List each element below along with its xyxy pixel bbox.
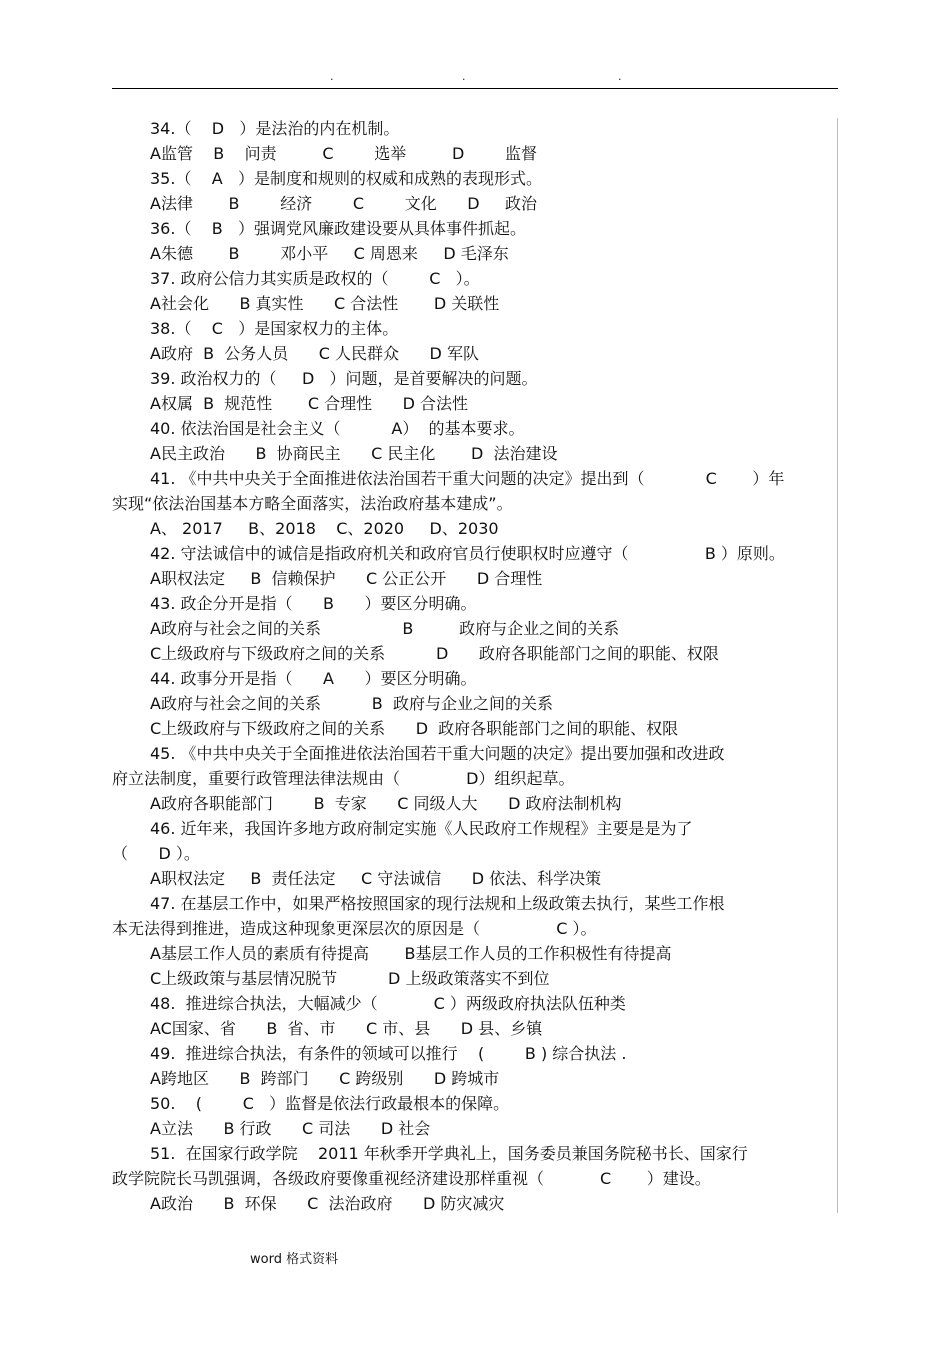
header-dot: .: [618, 70, 622, 83]
text-line: 46. 近年来，我国许多地方政府制定实施《人民政府工作规程》主要是是为了: [150, 819, 693, 838]
text-line: （ D ）。: [112, 844, 200, 863]
text-line: A法律 B 经济 C 文化 D 政治: [150, 194, 538, 213]
text-line: 36.（ B ）强调党风廉政建设要从具体事件抓起。: [150, 219, 527, 238]
text-line: A跨地区 B 跨部门 C 跨级别 D 跨城市: [150, 1069, 500, 1088]
text-line: 实现“依法治国基本方略全面落实，法治政府基本建成”。: [112, 494, 513, 513]
header-dot: .: [462, 70, 466, 83]
text-line: 44. 政事分开是指（ A ）要区分明确。: [150, 669, 477, 688]
text-line: A基层工作人员的素质有待提高 B基层工作人员的工作积极性有待提高: [150, 944, 672, 963]
text-line: 45. 《中共中央关于全面推进依法治国若干重大问题的决定》提出要加强和改进政: [150, 744, 725, 763]
text-line: 42. 守法诚信中的诚信是指政府机关和政府官员行使职权时应遵守（ B ）原则。: [150, 544, 785, 563]
text-line: A民主政治 B 协商民主 C 民主化 D 法治建设: [150, 444, 558, 463]
text-line: 48. 推进综合执法，大幅减少（ C ）两级政府执法队伍种类: [150, 994, 626, 1013]
header-rule: [112, 88, 838, 89]
text-line: 51. 在国家行政学院 2011 年秋季开学典礼上，国务委员兼国务院秘书长、国家行: [150, 1144, 748, 1163]
text-line: C上级政策与基层情况脱节 D 上级政策落实不到位: [150, 969, 550, 988]
text-line: 40. 依法治国是社会主义（ A） 的基本要求。: [150, 419, 525, 438]
text-line: 37. 政府公信力其实质是政权的（ C ）。: [150, 269, 480, 288]
text-line: 政学院院长马凯强调，各级政府要像重视经济建设那样重视（ C ）建设。: [112, 1169, 711, 1188]
text-line: 府立法制度，重要行政管理法律法规由（ D）组织起草。: [112, 769, 575, 788]
text-line: A权属 B 规范性 C 合理性 D 合法性: [150, 394, 469, 413]
header-dots: [0, 70, 950, 84]
document-body: [112, 116, 840, 1216]
text-line: A朱德 B 邓小平 C 周恩来 D 毛泽东: [150, 244, 509, 263]
text-line: 43. 政企分开是指（ B ）要区分明确。: [150, 594, 477, 613]
text-line: 38.（ C ）是国家权力的主体。: [150, 319, 399, 338]
header-dot: .: [330, 70, 334, 83]
text-line: C上级政府与下级政府之间的关系 D 政府各职能部门之间的职能、权限: [150, 719, 679, 738]
text-line: 41. 《中共中央关于全面推进依法治国若干重大问题的决定》提出到（ C ）年: [150, 469, 785, 488]
text-line: 35.（ A ）是制度和规则的权威和成熟的表现形式。: [150, 169, 542, 188]
text-line: A政府与社会之间的关系 B 政府与企业之间的关系: [150, 694, 553, 713]
text-line: A社会化 B 真实性 C 合法性 D 关联性: [150, 294, 500, 313]
text-line: A职权法定 B 责任法定 C 守法诚信 D 依法、科学决策: [150, 869, 602, 888]
text-line: A职权法定 B 信赖保护 C 公正公开 D 合理性: [150, 569, 543, 588]
text-line: A立法 B 行政 C 司法 D 社会: [150, 1119, 431, 1138]
text-line: A、 2017 B、2018 C、2020 D、2030: [150, 519, 499, 538]
page-footer: word 格式资料: [250, 1252, 339, 1267]
text-line: 50. ( C ）监督是依法行政最根本的保障。: [150, 1094, 510, 1113]
text-line: A政府 B 公务人员 C 人民群众 D 军队: [150, 344, 479, 363]
text-line: 49. 推进综合执法，有条件的领域可以推行 ( B ) 综合执法 .: [150, 1044, 627, 1063]
text-line: C上级政府与下级政府之间的关系 D 政府各职能部门之间的职能、权限: [150, 644, 719, 663]
text-line: 34.（ D ）是法治的内在机制。: [150, 119, 400, 138]
text-line: A监管 B 问责 C 选举 D 监督: [150, 144, 538, 163]
text-line: 47. 在基层工作中，如果严格按照国家的现行法规和上级政策去执行，某些工作根: [150, 894, 725, 913]
text-line: AC国家、省 B 省、市 C 市、县 D 县、乡镇: [150, 1019, 543, 1038]
text-line: A政治 B 环保 C 法治政府 D 防灾减灾: [150, 1194, 505, 1213]
text-line: A政府与社会之间的关系 B 政府与企业之间的关系: [150, 619, 620, 638]
text-line: A政府各职能部门 B 专家 C 同级人大 D 政府法制机构: [150, 794, 622, 813]
text-line: 39. 政治权力的（ D ）问题，是首要解决的问题。: [150, 369, 538, 388]
text-line: 本无法得到推进，造成这种现象更深层次的原因是（ C ）。: [112, 919, 597, 938]
